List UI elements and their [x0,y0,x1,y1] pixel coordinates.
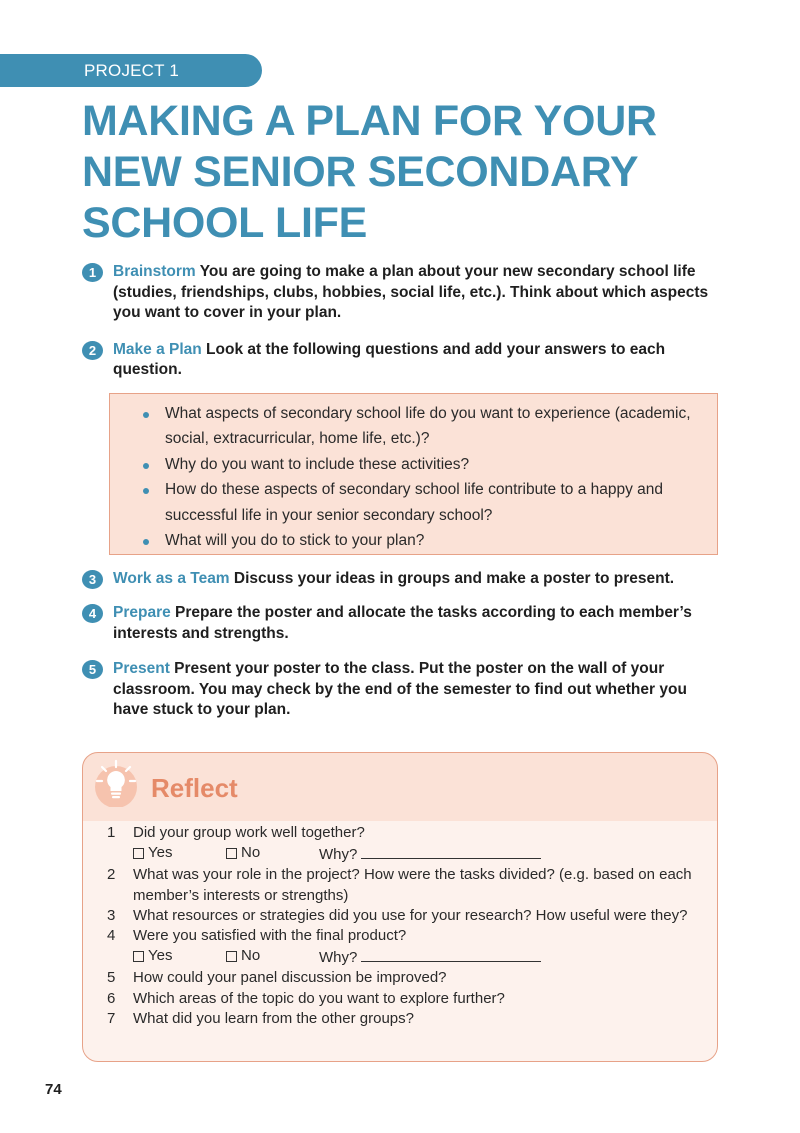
reflect-item [103,865,693,906]
no-checkbox[interactable] [226,946,319,966]
reflect-questions [103,823,693,1029]
plan-question: Why do you want to include these activities? [110,452,707,478]
plan-question: What will you do to stick to your plan? [110,528,707,554]
step-number-badge: 4 [82,604,103,623]
reflect-item-number: 6 [107,989,116,1007]
reflect-item-text: What did you learn from the other groups? [133,1009,414,1027]
reflect-item-text: How could your panel discussion be improved? [133,969,447,987]
why-answer-line[interactable] [361,846,541,859]
step-text: Present your poster to the class. Put the poster on the wall of your classroom. You may check by the end of the semester to find out whether you have stuck to your plan. [113,660,687,718]
answer-options [133,843,693,865]
steps-section [82,262,722,721]
reflect-box [82,752,718,1062]
checkbox-icon [226,848,237,859]
step-number-badge: 3 [82,570,103,589]
reflect-title: Reflect [151,773,238,803]
step-brainstorm [82,262,722,324]
step-present [82,659,722,721]
checkbox-icon [133,951,144,962]
reflect-item [103,968,693,988]
step-number-badge: 2 [82,341,103,360]
step-name: Present [113,660,170,677]
reflect-item-text: What resources or strategies did you use for your research? How useful were they? [133,906,688,924]
reflect-item-text: Were you satisfied with the final product? [133,927,407,945]
step-name: Brainstorm [113,263,196,280]
yes-label: Yes [148,844,173,862]
reflect-item-number: 1 [107,824,116,841]
step-text: Look at the following questions and add your answers to each question. [113,340,666,378]
reflect-item-number: 3 [107,906,116,924]
reflect-item-text: Which areas of the topic do you want to explore further? [133,989,505,1007]
no-checkbox[interactable] [226,843,319,863]
reflect-item-number: 4 [107,927,116,945]
reflect-item-number: 5 [107,969,116,987]
page-number: 74 [45,1081,62,1098]
reflect-item-text: What was your role in the project? How were the tasks divided? (e.g. based on each member’s interests or strengths) [133,866,692,904]
why-label: Why? [319,845,358,863]
step-name: Prepare [113,604,171,621]
yes-checkbox[interactable] [133,843,226,863]
reflect-item [103,926,693,968]
project-label: PROJECT 1 [0,54,262,87]
no-label: No [241,947,261,965]
reflect-item [103,989,693,1009]
step-number-badge: 5 [82,660,103,679]
reflect-item [103,823,693,865]
checkbox-icon [226,951,237,962]
page-title: MAKING A PLAN FOR YOUR NEW SENIOR SECONDARY SCHOOL LIFE [82,97,657,247]
step-make-a-plan [82,340,722,381]
step-name: Make a Plan [113,340,202,358]
reflect-item [103,1009,693,1029]
no-label: No [241,844,261,862]
reflect-item-number: 7 [107,1009,116,1027]
why-label: Why? [319,949,358,967]
step-name: Work as a Team [113,569,230,587]
answer-options [133,946,693,968]
yes-checkbox[interactable] [133,946,226,966]
step-text: Discuss your ideas in groups and make a poster to present. [229,569,675,587]
reflect-item-text: Did your group work well together? [133,824,365,841]
plan-question: What aspects of secondary school life do you want to experience (academic, social, extracurricular, home life, etc.)? [110,401,707,452]
reflect-item-number: 2 [107,866,116,884]
step-work-as-a-team [82,569,722,590]
checkbox-icon [133,848,144,859]
plan-question: How do these aspects of secondary school life contribute to a happy and successful life in your senior secondary school? [110,477,707,528]
step-number-badge: 1 [82,263,103,282]
why-answer-line[interactable] [361,949,541,962]
step-text: You are going to make a plan about your new secondary school life (studies, friendships, clubs, hobbies, social life, etc.). Think about which aspects you want to cover in your plan. [113,263,709,321]
step-text: Prepare the poster and allocate the tasks according to each member’s interests and strengths. [113,604,692,642]
plan-questions-box [109,393,718,555]
lightbulb-icon [91,757,141,807]
reflect-item [103,906,693,926]
step-prepare [82,603,722,644]
yes-label: Yes [148,947,173,965]
